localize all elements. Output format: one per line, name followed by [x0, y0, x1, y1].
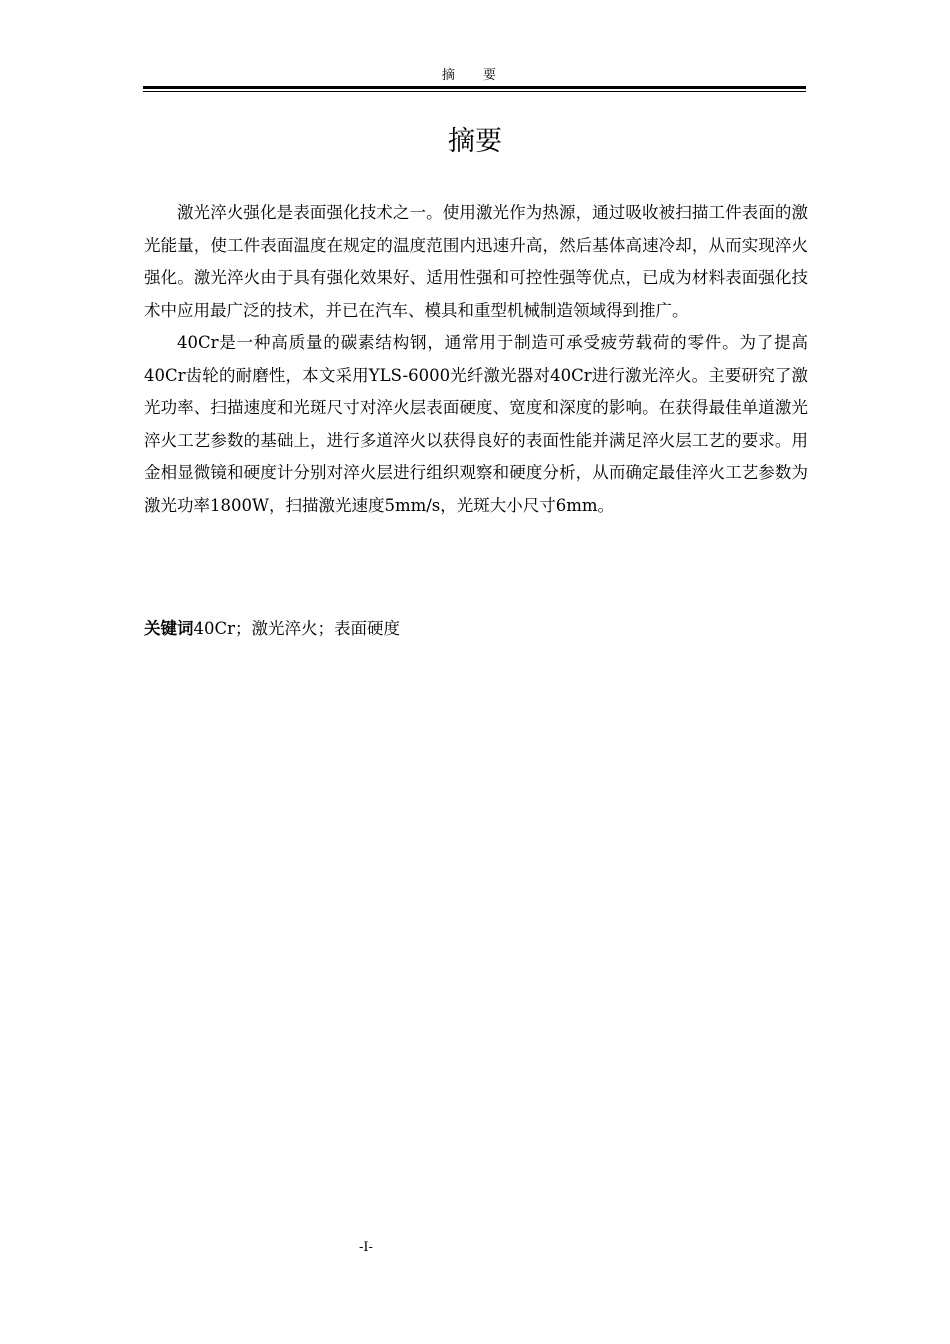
running-header: 摘 要 — [441, 68, 509, 83]
abstract-body — [144, 197, 808, 522]
keywords-text: 40Cr；激光淬火；表面硬度 — [193, 619, 401, 638]
page-title: 摘要 — [448, 126, 502, 157]
header-divider — [143, 86, 806, 92]
keywords-label: 关键词 — [144, 619, 194, 638]
abstract-paragraph-1: 激光淬火强化是表面强化技术之一。使用激光作为热源，通过吸收被扫描工件表面的激光能量，使工件表面温度在规定的温度范围内迅速升高，然后基体高速冷却，从而实现淬火强化。激光淬火由于具有强化效果好、适用性强和可控性强等优点，已成为材料表面强化技术中应用最广泛的技术，并已在汽车、模具和重型机械制造领域得到推广。 — [144, 203, 808, 320]
page-number: -I- — [359, 1240, 373, 1255]
abstract-paragraph-2: 40Cr是一种高质量的碳素结构钢，通常用于制造可承受疲劳载荷的零件。为了提高40Cr齿轮的耐磨性，本文采用YLS-6000光纤激光器对40Cr进行激光淬火。主要研究了激光功率、扫描速度和光斑尺寸对淬火层表面硬度、宽度和深度的影响。在获得最佳单道激光淬火工艺参数的基础上，进行多道淬火以获得良好的表面性能并满足淬火层工艺的要求。用金相显微镜和硬度计分别对淬火层进行组织观察和硬度分析，从而确定最佳淬火工艺参数为激光功率1800W，扫描激光速度5mm/s，光斑大小尺寸6mm。 — [144, 333, 808, 515]
keywords-line — [144, 613, 806, 645]
